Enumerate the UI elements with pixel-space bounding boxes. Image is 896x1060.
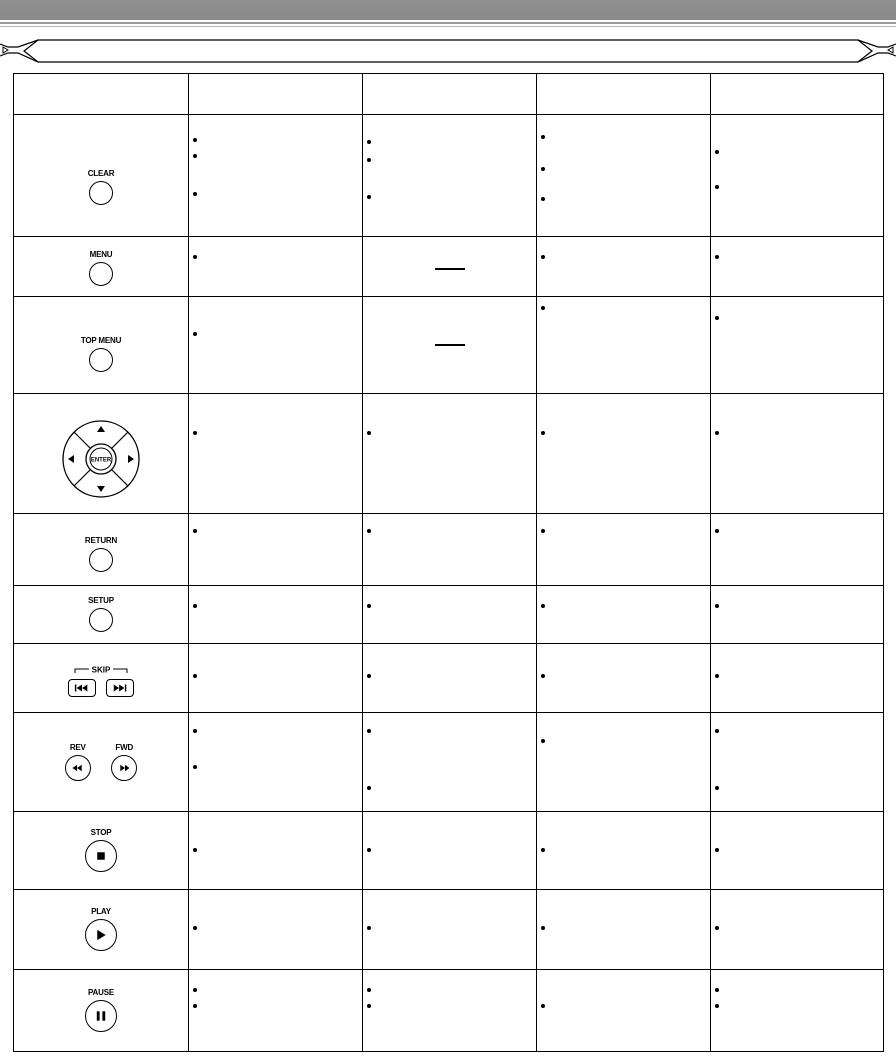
pause-button-label: PAUSE <box>88 988 114 997</box>
button-cell-menu <box>14 237 189 297</box>
table-row-setup <box>14 586 884 644</box>
bullet <box>541 253 551 263</box>
table-cell <box>711 812 884 890</box>
menu-button-label: MENU <box>89 250 113 259</box>
header-cell-col-4 <box>711 74 884 115</box>
table-cell <box>537 297 711 394</box>
table-cell <box>363 644 537 713</box>
bullet <box>193 763 203 773</box>
table-cell <box>189 394 363 514</box>
bullet <box>541 165 551 175</box>
bullet <box>367 527 377 537</box>
rev-button-label: REV <box>69 743 86 752</box>
table-row-return <box>14 514 884 586</box>
table-cell <box>363 297 537 394</box>
table-row-play <box>14 890 884 970</box>
table-cell <box>711 713 884 812</box>
round-button-icon <box>89 262 113 286</box>
table-cell <box>189 713 363 812</box>
skip-bracket <box>61 665 141 675</box>
table-row-menu <box>14 237 884 297</box>
table-cell <box>189 812 363 890</box>
table-cell <box>363 115 537 237</box>
table-row-skip <box>14 644 884 713</box>
table-cell <box>189 970 363 1052</box>
bullet <box>541 195 551 205</box>
button-cell-rev-fwd <box>14 713 189 812</box>
top-menu-button[interactable] <box>81 336 121 377</box>
bullet <box>541 429 551 439</box>
table-cell <box>537 586 711 644</box>
header-cell-col-2 <box>363 74 537 115</box>
bullet <box>193 136 203 146</box>
skip-label <box>61 665 141 675</box>
bullet <box>541 737 551 747</box>
bullet <box>367 1002 377 1012</box>
table-row-rev-fwd <box>14 713 884 812</box>
bullet <box>715 527 725 537</box>
bullet <box>367 429 377 439</box>
bullet <box>367 156 377 166</box>
clear-button-label: CLEAR <box>87 169 115 178</box>
bullet <box>367 986 377 996</box>
table-cell <box>537 394 711 514</box>
bullet <box>193 152 203 162</box>
bullet <box>367 138 377 148</box>
table-cell <box>537 970 711 1052</box>
bullet <box>715 784 725 794</box>
bullet <box>367 602 377 612</box>
rewind-icon <box>66 756 90 780</box>
play-button-label: PLAY <box>91 907 111 916</box>
bullet <box>715 727 725 737</box>
bullet <box>715 429 725 439</box>
bullet <box>367 672 377 682</box>
pause-button[interactable] <box>85 988 117 1037</box>
bullet <box>715 314 725 324</box>
bullet <box>367 784 377 794</box>
bullet <box>193 527 203 537</box>
bullet <box>541 672 551 682</box>
bullet <box>193 190 203 200</box>
table-cell <box>189 237 363 297</box>
header-cell-col-1 <box>189 74 363 115</box>
bullet <box>541 602 551 612</box>
bullet <box>193 253 203 263</box>
table-cell <box>537 890 711 970</box>
round-button-icon <box>89 181 113 205</box>
setup-button[interactable] <box>88 596 114 637</box>
fast-forward-icon <box>112 756 136 780</box>
table-cell <box>363 394 537 514</box>
button-cell-cursor <box>14 394 189 514</box>
button-cell-play <box>14 890 189 970</box>
table-cell <box>711 394 884 514</box>
skip-previous-button[interactable] <box>68 679 96 697</box>
bullet <box>715 602 725 612</box>
bullet <box>193 429 203 439</box>
button-cell-skip <box>14 644 189 713</box>
pause-icon <box>86 1001 116 1031</box>
bullet <box>715 986 725 996</box>
button-cell-clear <box>14 115 189 237</box>
return-button[interactable] <box>85 536 117 577</box>
play-button[interactable] <box>85 907 117 956</box>
not-applicable-dash <box>435 344 465 346</box>
table-row-cursor <box>14 394 884 514</box>
table-cell <box>537 644 711 713</box>
table-cell <box>189 890 363 970</box>
skip-next-button[interactable] <box>106 679 134 697</box>
top-menu-button-label: TOP MENU <box>80 335 122 345</box>
bullet <box>193 727 203 737</box>
skip-next-icon <box>107 680 133 696</box>
table-cell <box>537 237 711 297</box>
enter-button-label: ENTER <box>90 457 112 463</box>
table-cell <box>711 297 884 394</box>
menu-button[interactable] <box>89 250 113 291</box>
stop-icon <box>86 841 116 871</box>
table-cell <box>363 514 537 586</box>
bullet <box>715 924 725 934</box>
bullet <box>541 527 551 537</box>
fwd-button-label: FWD <box>115 743 134 752</box>
table-cell <box>363 713 537 812</box>
bullet <box>193 672 203 682</box>
round-button-icon <box>89 348 113 372</box>
bullet <box>193 986 203 996</box>
table-row-stop <box>14 812 884 890</box>
bullet <box>715 253 725 263</box>
setup-button-label: SETUP <box>88 596 114 605</box>
table-row-clear <box>14 115 884 237</box>
bullet <box>541 304 551 314</box>
button-cell-pause <box>14 970 189 1052</box>
table-row-pause <box>14 970 884 1052</box>
play-button-ring <box>85 919 117 951</box>
header-cell-col-3 <box>537 74 711 115</box>
bullet <box>541 133 551 143</box>
bullet <box>367 727 377 737</box>
table-cell <box>711 237 884 297</box>
header-band <box>0 0 896 20</box>
bullet <box>541 924 551 934</box>
table-cell <box>189 514 363 586</box>
bullet <box>715 846 725 856</box>
button-cell-return <box>14 514 189 586</box>
header-row <box>14 74 884 115</box>
skip-previous-icon <box>69 680 95 696</box>
fwd-button[interactable] <box>111 743 137 781</box>
rev-button[interactable] <box>65 743 91 781</box>
bullet <box>715 183 725 193</box>
round-button-icon <box>89 608 113 632</box>
table-cell <box>189 586 363 644</box>
table-cell <box>537 115 711 237</box>
table-cell <box>711 586 884 644</box>
table-cell <box>363 237 537 297</box>
bullet <box>715 1002 725 1012</box>
round-button-icon <box>89 548 113 572</box>
section-banner <box>0 36 896 68</box>
bullet <box>367 924 377 934</box>
header-rule-thin <box>0 26 896 27</box>
table-cell <box>189 115 363 237</box>
bullet <box>193 602 203 612</box>
bullet <box>193 924 203 934</box>
skip-button-group <box>61 665 141 697</box>
stop-button-ring <box>85 840 117 872</box>
button-cell-top-menu <box>14 297 189 394</box>
table-cell <box>189 644 363 713</box>
stop-button-label: STOP <box>90 828 112 837</box>
rev-button-ring <box>65 755 91 781</box>
bullet <box>193 330 203 340</box>
fwd-button-ring <box>111 755 137 781</box>
table-cell <box>537 713 711 812</box>
table-cell <box>363 970 537 1052</box>
table-cell <box>711 514 884 586</box>
table-cell <box>711 644 884 713</box>
stop-button[interactable] <box>85 828 117 877</box>
bullet <box>715 672 725 682</box>
table-cell <box>711 890 884 970</box>
header-rule <box>0 22 896 24</box>
table-cell <box>537 812 711 890</box>
bullet <box>193 846 203 856</box>
bullet <box>541 1002 551 1012</box>
header-cell-button <box>14 74 189 115</box>
table-cell <box>711 970 884 1052</box>
pause-button-ring <box>85 1000 117 1032</box>
bullet <box>367 846 377 856</box>
skip-label-text: SKIP <box>91 665 111 675</box>
bullet <box>193 1002 203 1012</box>
not-applicable-dash <box>435 268 465 270</box>
table-cell <box>711 115 884 237</box>
button-cell-stop <box>14 812 189 890</box>
bullet <box>715 148 725 158</box>
button-cell-setup <box>14 586 189 644</box>
table-cell <box>363 812 537 890</box>
clear-button[interactable] <box>88 169 115 210</box>
return-button-label: RETURN <box>84 536 118 545</box>
bullet <box>367 193 377 203</box>
table-cell <box>537 514 711 586</box>
table-cell <box>363 890 537 970</box>
table-row-top-menu <box>14 297 884 394</box>
table-cell <box>363 586 537 644</box>
bullet <box>541 846 551 856</box>
button-function-table <box>13 73 884 1052</box>
table-cell <box>189 297 363 394</box>
play-icon <box>86 920 116 950</box>
dpad-enter-icon[interactable] <box>60 418 142 500</box>
